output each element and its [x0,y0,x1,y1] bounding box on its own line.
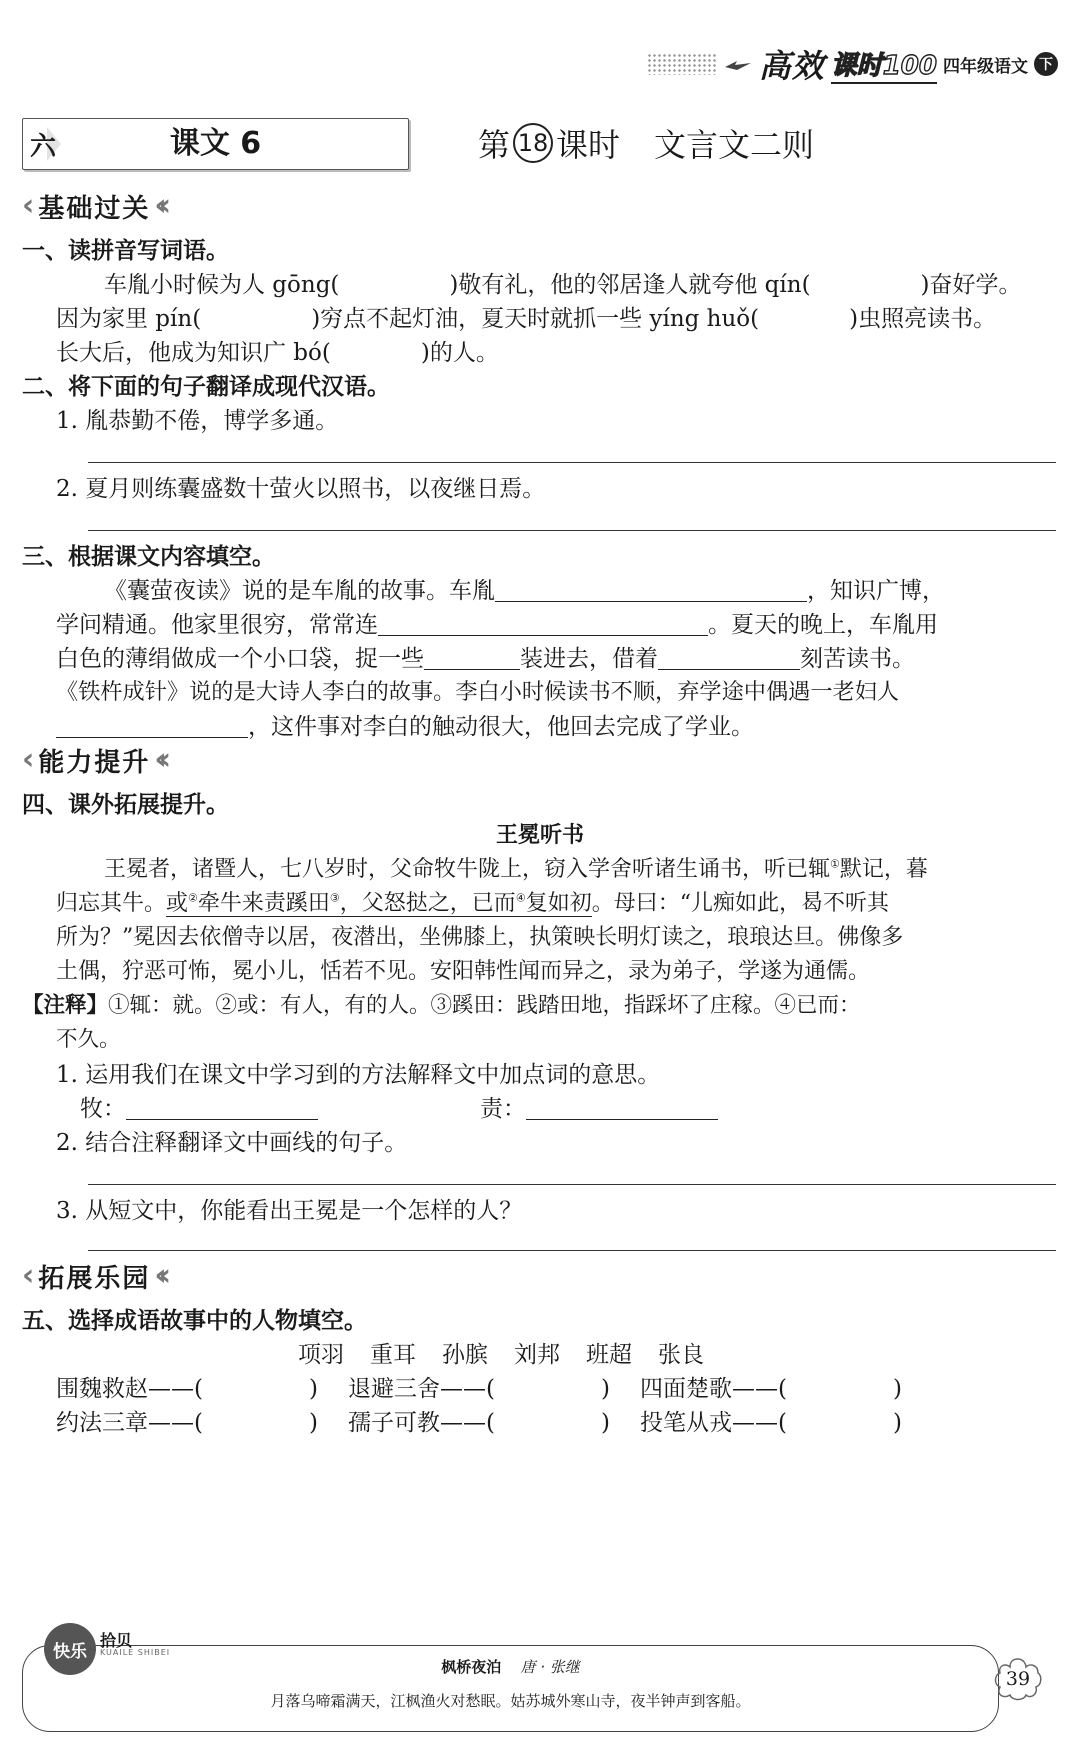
question-3-title: 三、根据课文内容填空。 [22,544,275,570]
lesson-suffix: 课时 [556,126,621,164]
q4-ze-row [480,1090,718,1123]
idiom-row-2b [348,1404,610,1437]
paren-close: ) [308,1376,318,1402]
idiom-row-1b [348,1370,610,1403]
paren-close: ) [600,1410,610,1436]
paren-close: ) [892,1410,902,1436]
poem-box [22,1645,999,1732]
story-line-4: 土偶，狞恶可怖，冕小儿，恬若不见。安阳韩性闻而异之，录为弟子，学遂为通儒。 [56,959,871,984]
q1-text: 长大后，他成为知识广 bó( [56,340,331,366]
idiom-row-2 [56,1404,318,1437]
paren-close: ) [892,1376,902,1402]
q1-line-2 [56,300,996,333]
idiom: 围魏救赵 [56,1376,148,1402]
q4-sub-3: 3. 从短文中，你能看出王冕是一个怎样的人？ [56,1198,523,1224]
q1-text: )虫照亮读书。 [849,306,997,332]
double-chevron-left-icon: ‹‹ [154,188,164,223]
story-line-3: 所为？”冕因去依僧寺以居，夜潜出，坐佛膝上，执策映长明灯读之，琅琅达旦。佛像多 [56,925,904,950]
section-banner-extend [22,1258,163,1294]
q3-line-1 [104,572,945,605]
answer-blank[interactable] [126,1096,318,1120]
dash: ——( [148,1376,203,1402]
mu-label: 牧： [80,1096,126,1122]
q3-line-3 [56,640,915,673]
q4-sub-1: 1. 运用我们在课文中学习到的方法解释文中加点词的意思。 [56,1062,661,1088]
q3-text: 《囊萤夜读》说的是车胤的故事。车胤 [104,578,495,604]
q3-line-4: 《铁杵成针》说的是大诗人李白的故事。李白小时候读书不顺，弃学途中偶遇一老妇人 [56,679,900,705]
story-line-1: 王冕者，诸暨人，七八岁时，父命牧牛陇上，窃入学舍听诸生诵书，听已辄①默记，暮 [104,857,928,882]
idiom: 退避三舍 [348,1376,440,1402]
idiom-row-2c [640,1404,902,1437]
q1-line-1 [104,266,1022,299]
q1-text: 车胤小时候为人 gōng( [104,272,340,298]
idiom-row-1c [640,1370,902,1403]
answer-blank[interactable] [378,612,708,636]
notes-line-2: 不久。 [56,1027,121,1052]
unit-number: 六 [23,119,63,169]
idiom: 孺子可教 [348,1410,440,1436]
idiom: 四面楚歌 [640,1376,732,1402]
q4-sub-2: 2. 结合注释翻译文中画线的句子。 [56,1130,408,1156]
answer-line[interactable] [88,530,1056,531]
lesson-prefix: 第 [478,126,511,164]
dash: ——( [440,1410,495,1436]
paren-close: ) [600,1376,610,1402]
brand-main: 高效 [758,47,825,85]
q1-line-3 [56,334,499,367]
q4-mu-row [80,1090,318,1123]
answer-line[interactable] [88,1250,1056,1251]
name-option: 班超 [586,1342,632,1368]
q1-text: )敬有礼，他的邻居逢人就夸他 qín( [449,272,811,298]
question-1-title: 一、读拼音写词语。 [22,238,229,264]
name-option: 重耳 [370,1342,416,1368]
happy-badge: 快乐 [44,1623,96,1675]
lesson-heading [478,118,814,168]
dot-pattern [647,53,717,75]
story-line-2: 归忘其牛。或②牵牛来责蹊田③，父怒挞之，已而④复如初。母曰：“儿痴如此，曷不听其 [56,891,889,916]
section-banner-basic [22,188,163,224]
q1-text: )穷点不起灯油，夏天时就抓一些 yíng huǒ( [311,306,760,332]
paren-close: ) [308,1410,318,1436]
badge-label: 拾贝 [100,1631,133,1650]
idiom: 投笔从戎 [640,1410,732,1436]
dash: ——( [732,1376,787,1402]
lesson-number: 18 [513,123,553,163]
notes-label: 【注释】 [22,993,109,1018]
q3-text: 学问精通。他家里很穷，常常连 [56,612,378,638]
section-title: 拓展乐园 [38,1263,151,1294]
answer-blank[interactable] [658,646,800,670]
chevron-left-icon: ‹ [22,1258,35,1293]
name-option: 张良 [658,1342,704,1368]
q2-sentence-2: 2. 夏月则练囊盛数十萤火以照书，以夜继日焉。 [56,476,546,502]
q1-text: )奋好学。 [920,272,1022,298]
q3-text: ，这件事对李白的触动很大，他回去完成了学业。 [248,714,754,740]
dash: ——( [732,1410,787,1436]
section-title: 基础过关 [38,193,151,224]
dash: ——( [148,1410,203,1436]
chevron-left-icon: ‹ [22,188,35,223]
chevron-left-icon: ‹ [22,742,35,777]
ze-label: 责： [480,1096,526,1122]
section-banner-ability [22,742,163,778]
answer-blank[interactable] [526,1096,718,1120]
idiom-row-1 [56,1370,318,1403]
answer-line[interactable] [88,1184,1056,1185]
page-number-text: 39 [1005,1668,1031,1690]
name-option: 孙膑 [442,1342,488,1368]
section-title: 能力提升 [38,747,151,778]
poem-text: 月落乌啼霜满天，江枫渔火对愁眠。姑苏城外寒山寺，夜半钟声到客船。 [270,1692,751,1710]
story-text: 。母曰：“儿痴如此，曷不听其 [591,891,889,916]
underlined-text: 或 [166,891,189,916]
question-5-title: 五、选择成语故事中的人物填空。 [22,1308,367,1334]
brand-logo [647,44,1058,84]
answer-line[interactable] [88,462,1056,463]
page-number [992,1655,1044,1703]
question-4-title: 四、课外拓展提升。 [22,792,229,818]
underlined-text: 复如初 [525,891,592,916]
poem-author: 唐 · 张继 [520,1658,580,1676]
grade-label: 四年级语文 [943,56,1028,77]
q3-line-5 [56,708,754,741]
double-chevron-left-icon: ‹‹ [154,742,164,777]
brand-sub: 课时100 [831,45,937,84]
idiom: 约法三章 [56,1410,148,1436]
name-option: 刘邦 [514,1342,560,1368]
bird-icon [723,53,753,75]
poem-title: 枫桥夜泊 [441,1658,502,1676]
q3-text: 。夏天的晚上，车胤用 [708,612,938,638]
underlined-text: 牵牛来责蹊田 [197,891,330,916]
unit-box [22,118,409,170]
notes-text: ①辄：就。②或：有人，有的人。③蹊田：践踏田地，指踩坏了庄稼。④已而： [108,993,861,1018]
q3-text: 装进去，借着 [520,646,658,672]
double-chevron-left-icon: ‹‹ [154,1258,164,1293]
dash: ——( [440,1376,495,1402]
q3-text: 刻苦读书。 [800,646,915,672]
poem-heading [23,1656,998,1677]
q2-sentence-1: 1. 胤恭勤不倦，博学多通。 [56,408,339,434]
q1-text: 因为家里 pín( [56,306,202,332]
answer-blank[interactable] [495,578,807,602]
answer-blank[interactable] [424,646,520,670]
lesson-title: 文言文二则 [654,126,815,164]
q3-line-2 [56,606,938,639]
badge-label-sub: KUAILE SHIBEI [100,1648,171,1657]
q3-text: 白色的薄绢做成一个小口袋，捉一些 [56,646,424,672]
name-option: 项羽 [298,1342,344,1368]
notes-line-1 [22,988,861,1019]
story-text: 王冕者，诸暨人，七八岁时，父命牧牛陇上，窃入学舍听诸生诵书，听已辄 [104,857,831,882]
name-choices [298,1336,704,1369]
answer-blank[interactable] [56,714,248,738]
underlined-text: ，父怒挞之，已而 [339,891,516,916]
question-2-title: 二、将下面的句子翻译成现代汉语。 [22,374,390,400]
story-text: 归忘其牛。 [56,891,167,916]
story-text: 默记，暮 [839,857,928,882]
q1-text: )的人。 [420,340,499,366]
story-title: 王冕听书 [495,823,584,848]
volume-badge: 下 [1034,52,1058,76]
unit-label: 课文 6 [169,126,262,161]
q3-text: ，知识广博， [807,578,945,604]
